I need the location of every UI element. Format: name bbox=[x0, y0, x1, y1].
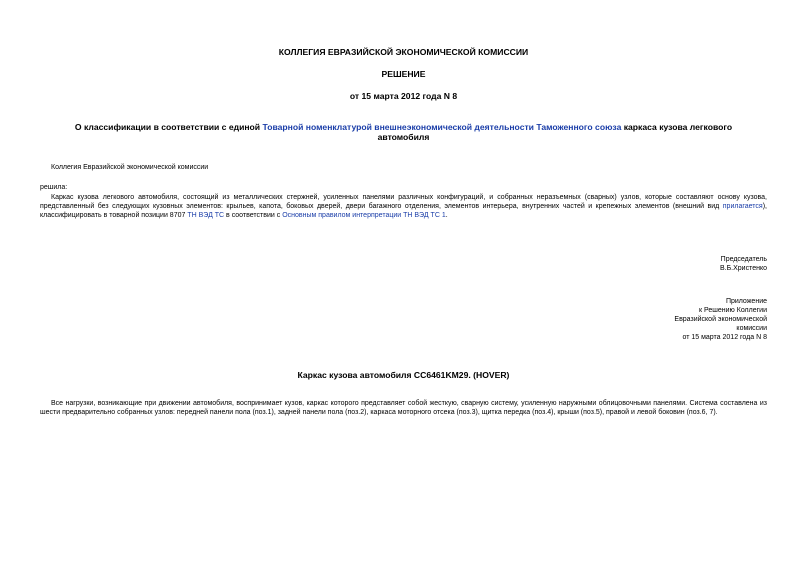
appendix-line-1: Приложение bbox=[725, 298, 767, 305]
tnved-link[interactable]: Товарной номенклатурой внешнеэкономической деятельности Таможенного союза bbox=[262, 122, 622, 132]
appendix-line-3: Евразийской экономической bbox=[674, 316, 767, 323]
org-heading: КОЛЛЕГИЯ ЕВРАЗИЙСКОЙ ЭКОНОМИЧЕСКОЙ КОМИССИИ bbox=[278, 47, 529, 57]
title-line2: автомобиля bbox=[377, 132, 430, 142]
appendix-reference bbox=[674, 297, 767, 342]
appendix-line-4: комиссии bbox=[736, 325, 767, 332]
interpretation-rule-link[interactable]: Основным правилом интерпретации ТН ВЭД ТС 1 bbox=[282, 212, 446, 219]
attached-link[interactable]: прилагается bbox=[722, 203, 763, 210]
decided-text: решила: bbox=[40, 184, 68, 191]
tnved-ts-link[interactable]: ТН ВЭД ТС bbox=[187, 212, 225, 219]
decision-text-4: . bbox=[445, 212, 448, 219]
appendix-line-2: к Решению Коллегии bbox=[699, 307, 767, 314]
decision-text-2: ), классифицировать в товарной позиции 8707 bbox=[40, 203, 767, 219]
signature-name: В.Б.Христенко bbox=[719, 265, 767, 272]
appendix-title: Каркас кузова автомобиля CC6461KM29. (HOVER) bbox=[297, 370, 510, 380]
doc-date-number: от 15 марта 2012 года N 8 bbox=[349, 91, 458, 101]
decision-text-1: Каркас кузова легкового автомобиля, состоящий из металлических стержней, усиленных панелями различных конфигураций, и собранных неразъемных (сварных) узлов, которые составляют основу кузова, представленный без следующих кузовных элементов: крыльев, капота, боковых дверей, двери багажного отделения, элементов интерьера, внутренних частей и крепежных элементов (внешний вид bbox=[40, 194, 767, 210]
collegium-text: Коллегия Евразийской экономической комиссии bbox=[51, 164, 209, 171]
signature-block bbox=[720, 255, 767, 273]
decision-text-3: в соответствии с bbox=[224, 212, 283, 219]
appendix-line-5: от 15 марта 2012 года N 8 bbox=[682, 334, 767, 341]
decision-paragraph bbox=[40, 193, 767, 220]
doc-type-heading: РЕШЕНИЕ bbox=[381, 69, 426, 79]
title-prefix: О классификации в соответствии с единой bbox=[74, 122, 263, 132]
decision-title bbox=[0, 122, 807, 142]
signature-role: Председатель bbox=[720, 256, 767, 263]
title-suffix: каркаса кузова легкового bbox=[621, 122, 733, 132]
appendix-text: Все нагрузки, возникающие при движении автомобиля, воспринимает кузов, каркас которого представляет собой жесткую, сварную систему, усиленную наружными облицовочными панелями. Система составлена из шести предварительно собранных узлов: передней панели пола (поз.1), задней панели пола (поз.2), каркаса моторного отсека (поз.3), щитка передка (поз.4), крыши (поз.5), правой и левой боковин (поз.6, 7). bbox=[40, 400, 767, 416]
